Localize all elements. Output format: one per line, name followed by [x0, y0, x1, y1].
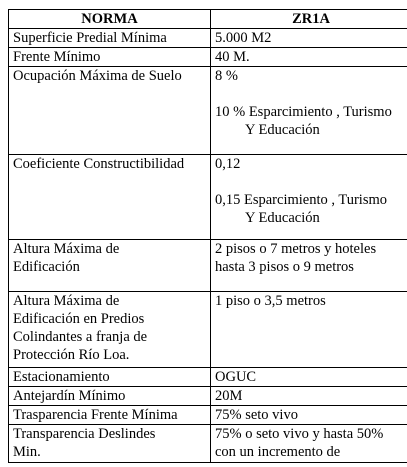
value-altura	[211, 240, 407, 292]
table-row	[9, 292, 407, 368]
table-row	[9, 155, 407, 240]
value-superficie: 5.000 M2	[211, 29, 407, 48]
label-altura-line1: Altura Máxima de	[13, 241, 120, 257]
label-colindantes-line2: Edificación en Predios	[13, 311, 145, 327]
ocupacion-base: 8 %	[215, 68, 238, 84]
ocupacion-special-cont: Y Educación	[245, 122, 320, 138]
coeficiente-special-cont: Y Educación	[245, 210, 320, 226]
value-ocupacion	[211, 67, 407, 155]
value-transparencia-frente: 75% seto vivo	[211, 406, 407, 425]
value-deslindes-line2: con un incremento de	[215, 444, 341, 460]
table-row	[9, 67, 407, 155]
label-estacionamiento: Estacionamiento	[9, 368, 211, 387]
label-altura-colindantes	[9, 292, 211, 368]
label-coeficiente: Coeficiente Constructibilidad	[9, 155, 211, 240]
table-row	[9, 29, 407, 48]
value-coeficiente	[211, 155, 407, 240]
table-row	[9, 387, 407, 406]
label-colindantes-line1: Altura Máxima de	[13, 293, 120, 309]
label-transparencia-frente: Trasparencia Frente Mínima	[9, 406, 211, 425]
label-deslindes-line2: Min.	[13, 444, 41, 460]
table-header-row	[9, 10, 407, 29]
label-ocupacion: Ocupación Máxima de Suelo	[9, 67, 211, 155]
label-altura-line2: Edificación	[13, 259, 80, 275]
label-colindantes-line3: Colindantes a franja de	[13, 329, 148, 345]
value-frente: 40 M.	[211, 48, 407, 67]
ocupacion-special: 10 % Esparcimiento , Turismo	[215, 104, 392, 120]
label-deslindes-line1: Transparencia Deslindes	[13, 426, 156, 442]
label-superficie: Superficie Predial Mínima	[9, 29, 211, 48]
value-deslindes-line1: 75% o seto vivo y hasta 50%	[215, 426, 384, 442]
coeficiente-special: 0,15 Esparcimiento , Turismo	[215, 192, 387, 208]
coeficiente-base: 0,12	[215, 156, 241, 172]
label-transparencia-deslindes	[9, 425, 211, 463]
label-antejardin: Antejardín Mínimo	[9, 387, 211, 406]
value-transparencia-deslindes	[211, 425, 407, 463]
header-norma: NORMA	[9, 10, 211, 29]
zoning-norms-table	[8, 9, 407, 463]
table-row	[9, 48, 407, 67]
header-zone: ZR1A	[211, 10, 407, 29]
table-row	[9, 406, 407, 425]
table-row	[9, 240, 407, 292]
value-altura-line2: hasta 3 pisos o 9 metros	[215, 259, 354, 275]
table-row	[9, 425, 407, 463]
label-frente: Frente Mínimo	[9, 48, 211, 67]
value-antejardin: 20M	[211, 387, 407, 406]
value-altura-colindantes: 1 piso o 3,5 metros	[211, 292, 407, 368]
table-row	[9, 368, 407, 387]
label-altura	[9, 240, 211, 292]
value-estacionamiento: OGUC	[211, 368, 407, 387]
value-altura-line1: 2 pisos o 7 metros y hoteles	[215, 241, 377, 257]
label-colindantes-line4: Protección Río Loa.	[13, 347, 130, 363]
